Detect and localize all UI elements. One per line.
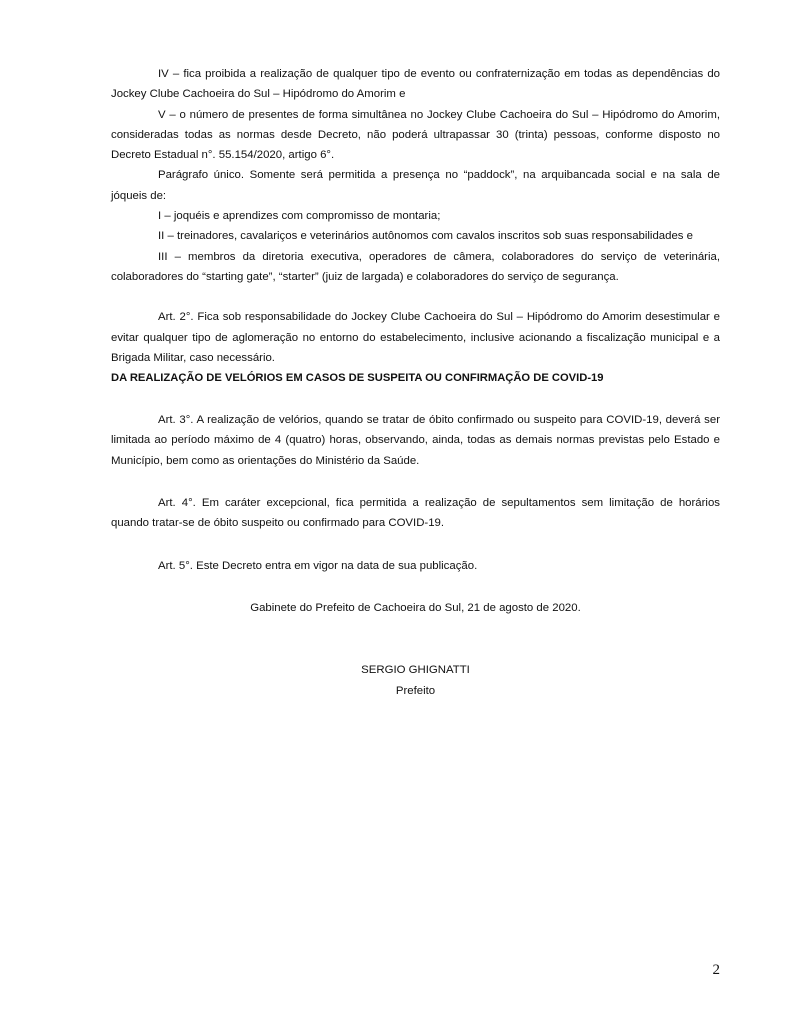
document-body [111,64,720,701]
section-heading: DA REALIZAÇÃO DE VELÓRIOS EM CASOS DE SUSPEITA OU CONFIRMAÇÃO DE COVID-19 [111,372,604,385]
article-5-paragraph: Art. 5°. Este Decreto entra em vigor na data de sua publicação. [158,559,478,572]
paragrafo-unico-item-ii: II – treinadores, cavalariços e veterinários autônomos com cavalos inscritos sob suas responsabilidades e [158,230,693,243]
signatory-title: Prefeito [395,684,436,697]
item-iv-paragraph: IV – fica proibida a realização de qualquer tipo de evento ou confraternização em todas as dependências do Jockey Clube Cachoeira do Sul – Hipódromo do Amorim e [111,68,720,101]
article-4-paragraph: Art. 4°. Em caráter excepcional, fica permitida a realização de sepultamentos sem limitação de horários quando tratar-se de óbito suspeito ou confirmado para COVID-19. [111,497,720,530]
place-date-line: Gabinete do Prefeito de Cachoeira do Sul, 21 de agosto de 2020. [250,601,581,614]
page-number: 2 [712,962,720,978]
article-3-paragraph: Art. 3°. A realização de velórios, quando se tratar de óbito confirmado ou suspeito para COVID-19, deverá ser limitada ao período máximo de 4 (quatro) horas, observando, ainda, todas as demais normas previstas pelo Estado e Município, bem como as orientações do Ministério da Saúde. [111,414,720,467]
item-v-paragraph: V – o número de presentes de forma simultânea no Jockey Clube Cachoeira do Sul – Hipódromo do Amorim, consideradas todas as normas desde Decreto, não poderá ultrapassar 30 (trinta) pessoas, conforme disposto no Decreto Estadual n°. 55.154/2020, artigo 6°. [111,108,720,162]
paragrafo-unico-item-i: I – joquéis e aprendizes com compromisso de montaria; [158,210,441,223]
paragrafo-unico-paragraph: Parágrafo único. Somente será permitida a presença no “paddock”, na arquibancada social e na sala de jóqueis de: [111,169,720,202]
signatory-name: SERGIO GHIGNATTI [361,664,470,677]
paragrafo-unico-item-iii: III – membros da diretoria executiva, operadores de câmera, colaboradores do serviço de veterinária, colaboradores do “starting gate”, “starter” (juiz de largada) e colaboradores do serviço de segurança. [111,250,720,283]
article-2-paragraph: Art. 2°. Fica sob responsabilidade do Jockey Clube Cachoeira do Sul – Hipódromo do Amorim desestimular e evitar qualquer tipo de aglomeração no entorno do estabelecimento, inclusive acionando a fiscalização municipal e a Brigada Militar, caso necessário. [111,311,720,364]
